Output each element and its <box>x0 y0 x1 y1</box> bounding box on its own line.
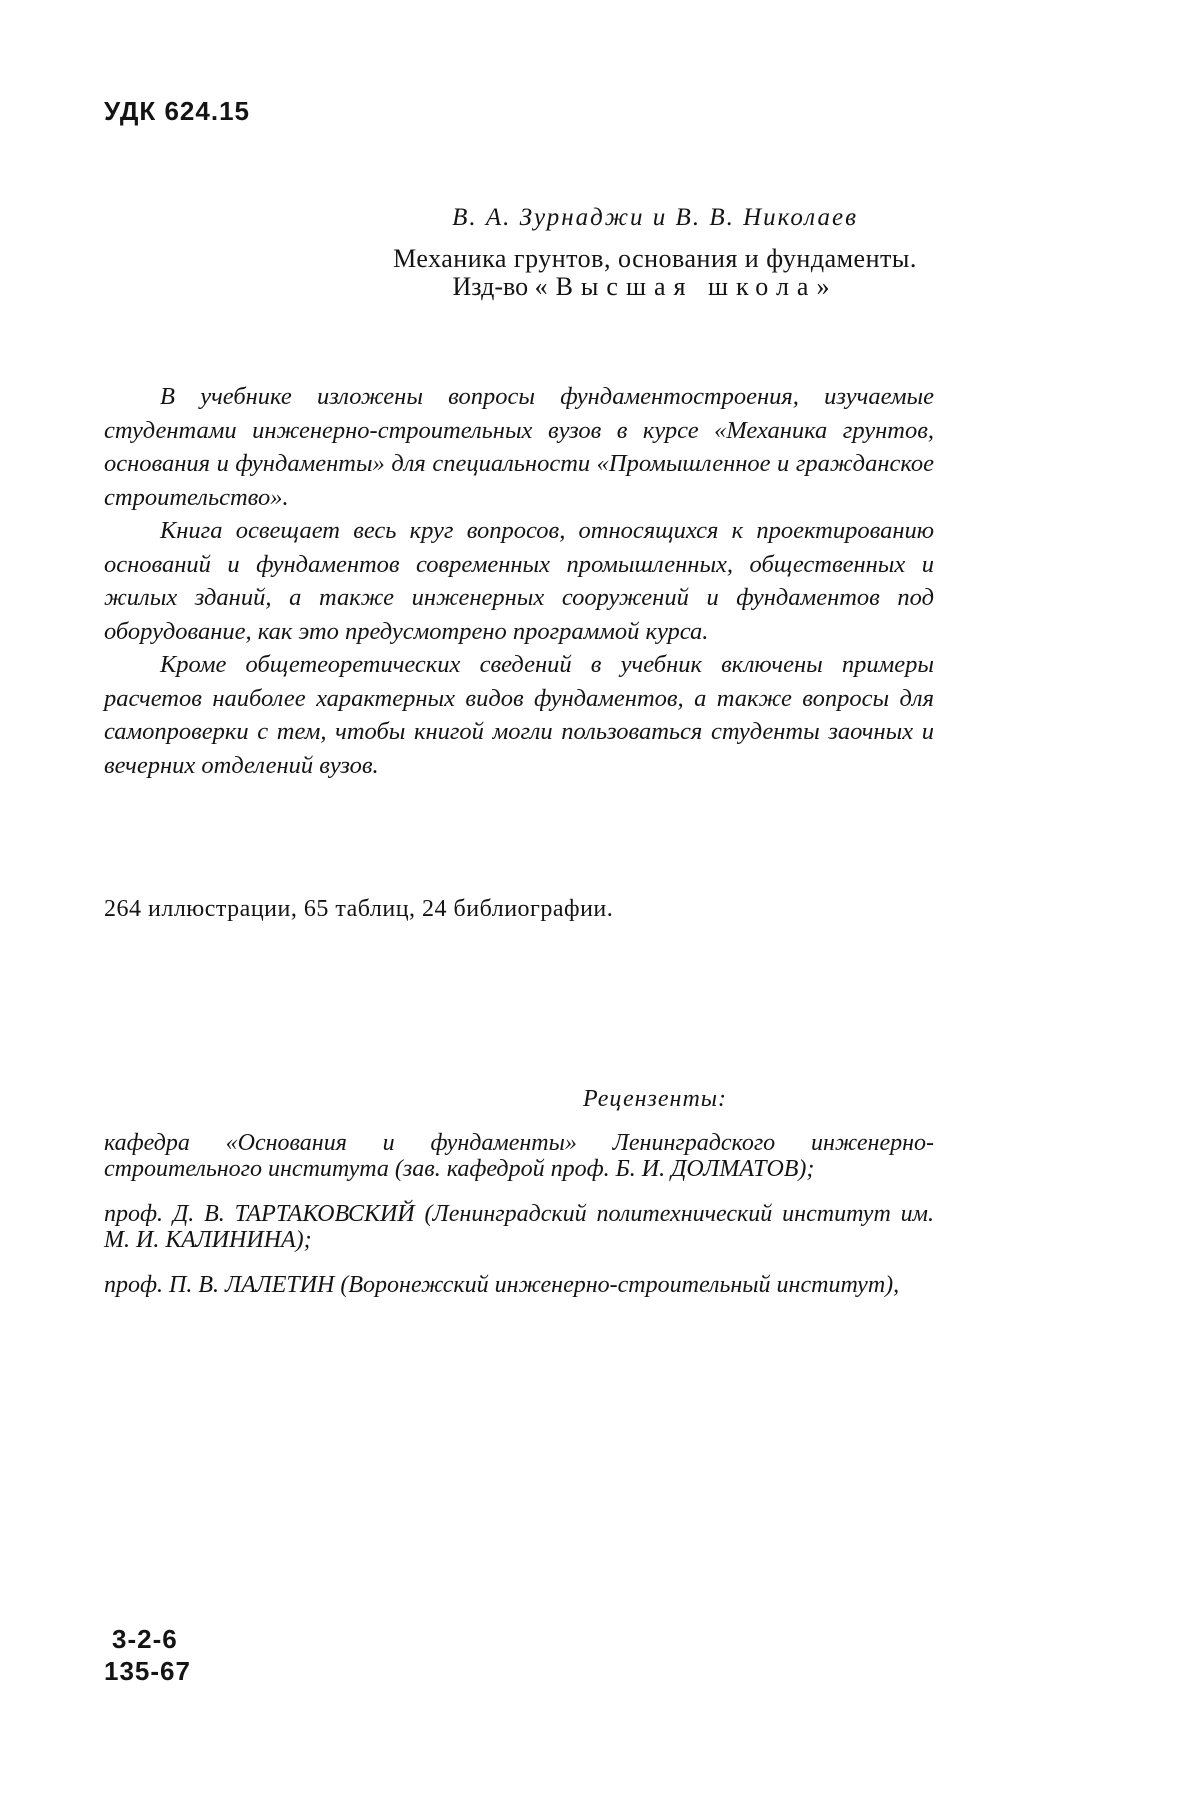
reviewers-heading: Рецензенты: <box>582 1086 728 1112</box>
reviewer-entry: кафедра «Основания и фундаменты» Ленинградского инженерно-строительного института (зав. кафедрой проф. Б. И. ДОЛМАТОВ); <box>104 1130 934 1182</box>
annotation <box>104 380 934 782</box>
reviewer-entry: проф. Д. В. ТАРТАКОВСКИЙ (Ленинградский политехнический институт им. М. И. КАЛИНИНА); <box>104 1201 934 1253</box>
illustration-counts: 264 иллюстрации, 65 таблиц, 24 библиографии. <box>104 896 614 922</box>
publisher <box>0 272 1200 302</box>
annotation-paragraph: Книга освещает весь круг вопросов, относящихся к проектированию оснований и фундаментов современных промышленных, общественных и жилых зданий, а также инженерных сооружений и фундаментов под оборудование, как это предусмотрено программой курса. <box>104 517 934 645</box>
publisher-name: «Высшая школа» <box>534 272 838 301</box>
annotation-paragraph: Кроме общетеоретических сведений в учебник включены примеры расчетов наиболее характерных видов фундаментов, а также вопросы для самопроверки с тем, чтобы книгой могли пользоваться студенты заочных и вечерних отделений вузов. <box>104 651 934 779</box>
publication-code: 3-2-6 <box>112 1624 178 1654</box>
reviewers-list <box>104 1130 934 1317</box>
authors: В. А. Зурнаджи и В. В. Николаев <box>452 204 858 231</box>
publisher-prefix: Изд-во <box>452 272 535 301</box>
reviewer-entry: проф. П. В. ЛАЛЕТИН (Воронежский инженерно-строительный институт), <box>104 1272 900 1298</box>
book-title: Механика грунтов, основания и фундаменты. <box>393 244 917 273</box>
udk-code: УДК 624.15 <box>104 96 250 126</box>
publication-number: 135-67 <box>104 1656 191 1686</box>
annotation-paragraph: В учебнике изложены вопросы фундаментостроения, изучаемые студентами инженерно-строительных вузов в курсе «Механика грунтов, основания и фундаменты» для специальности «Промышленное и гражданское строительство». <box>104 383 934 511</box>
